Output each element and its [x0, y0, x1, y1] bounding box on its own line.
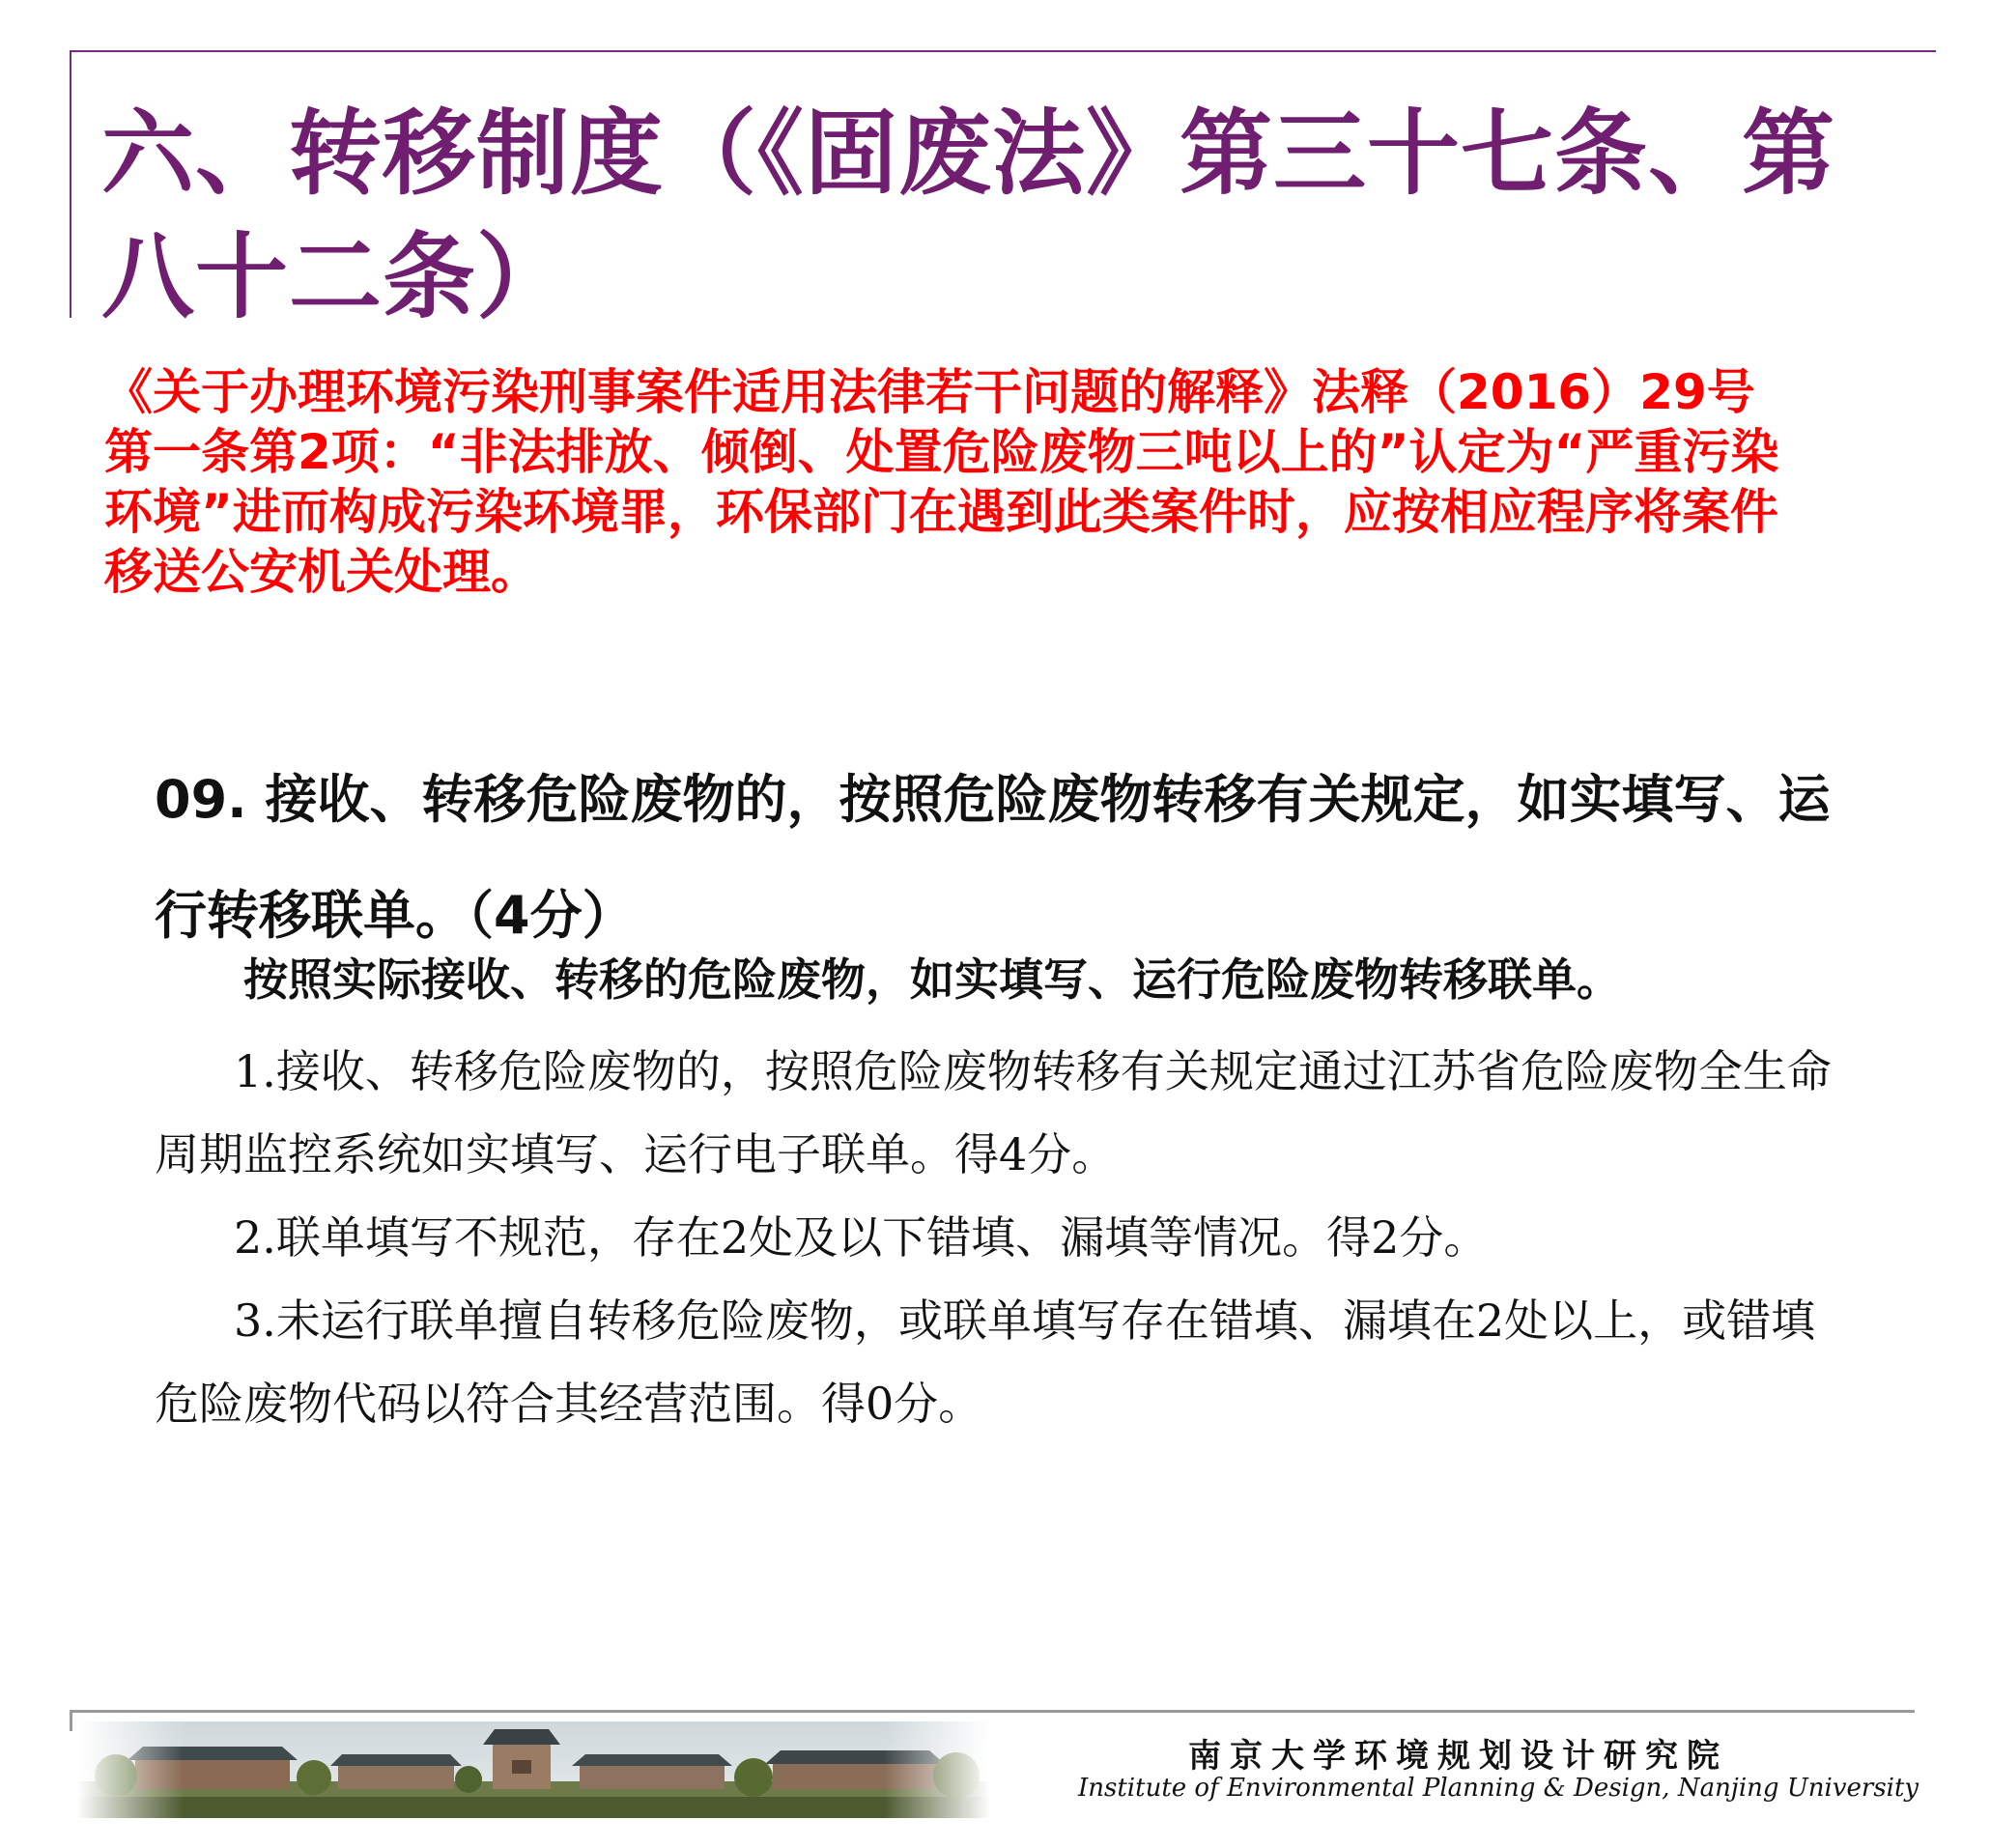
legal-note-line: 环境”进而构成污染环境罪，环保部门在遇到此类案件时，应按相应程序将案件 — [104, 484, 1778, 540]
legal-note-line: 《关于办理环境污染刑事案件适用法律若干问题的解释》法释（2016）29号 — [104, 364, 1755, 420]
institute-name-en: Institute of Environmental Planning & Design, Nanjing University — [1078, 1774, 1919, 1803]
slide-title: 六、转移制度（《固废法》第三十七条、第八十二条） — [101, 100, 1835, 331]
footer-rule — [70, 1710, 1915, 1713]
footer-side-rule — [70, 1710, 72, 1731]
item-summary: 按照实际接收、转移的危险废物，如实填写、运行危险废物转移联单。 — [243, 953, 1621, 1006]
header-rule — [70, 50, 1936, 52]
item-heading: 09. 接收、转移危险废物的，按照危险废物转移有关规定，如实填写、运行转移联单。（4分） — [155, 769, 1831, 946]
legal-note-line: 第一条第2项：“非法排放、倾倒、处置危险废物三吨以上的”认定为“严重污染 — [104, 424, 1779, 480]
legal-note — [104, 362, 1940, 602]
legal-note-line: 移送公安机关处理。 — [104, 544, 539, 600]
criterion: 1.接收、转移危险废物的，按照危险废物转移有关规定通过江苏省危险废物全生命周期监控系统如实填写、运行电子联单。得4分。 — [155, 1045, 1832, 1180]
criterion: 3.未运行联单擅自转移危险废物，或联单填写存在错填、漏填在2处以上，或错填危险废物代码以符合其经营范围。得0分。 — [155, 1294, 1816, 1430]
institute-name-cn: 南京大学环境规划设计研究院 — [1188, 1737, 1728, 1776]
campus-photo — [77, 1721, 990, 1818]
criterion: 2.联单填写不规范，存在2处及以下错填、漏填等情况。得2分。 — [234, 1211, 1489, 1264]
header-side-rule — [70, 50, 71, 318]
scoring-criteria — [155, 1030, 1855, 1445]
